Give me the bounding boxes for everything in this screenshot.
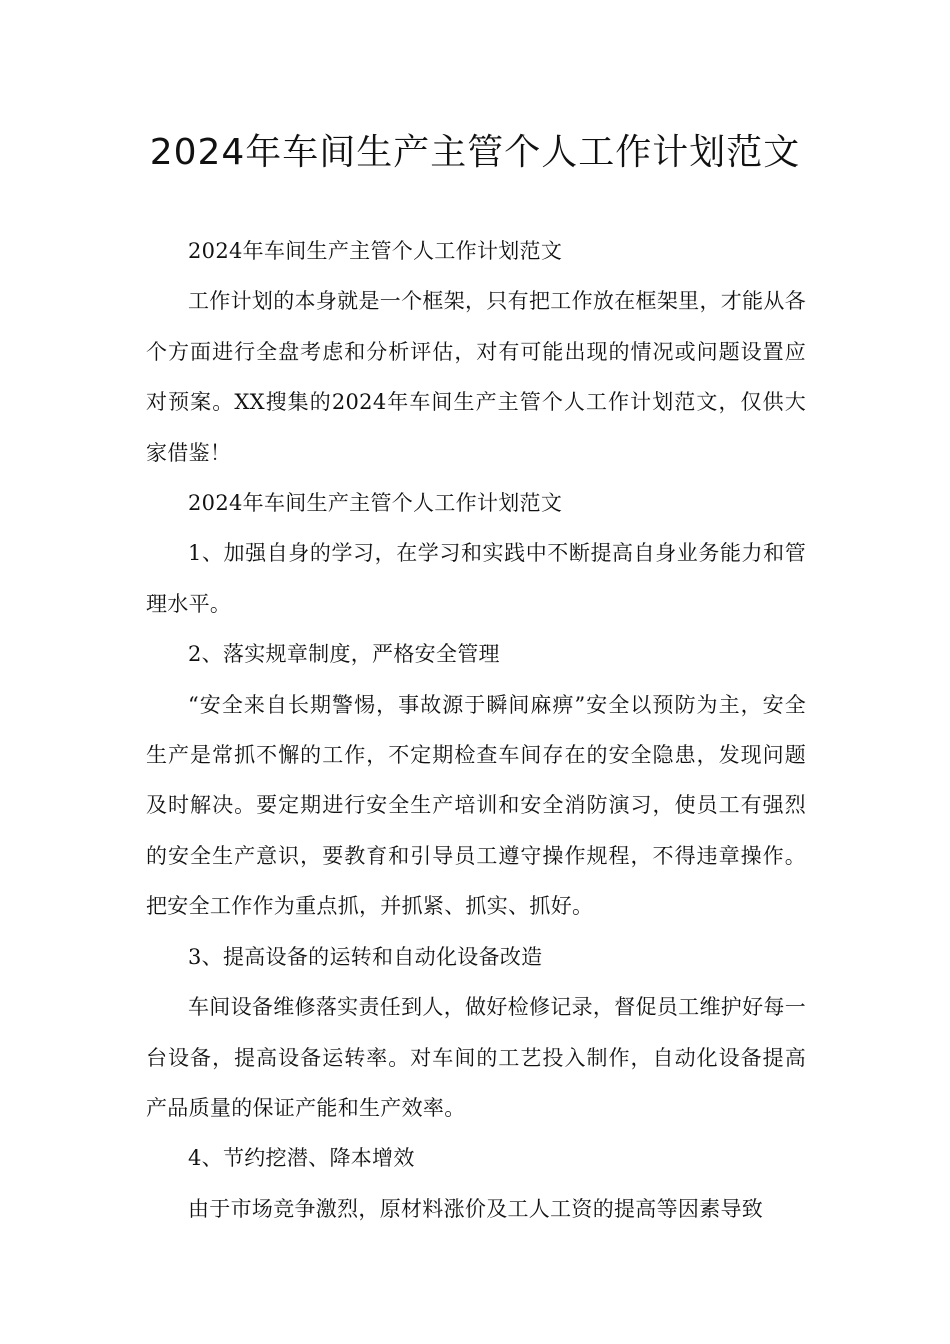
paragraph-intro: 工作计划的本身就是一个框架，只有把工作放在框架里，才能从各个方面进行全盘考虑和分析评估，对有可能出现的情况或问题设置应对预案。XX搜集的2024年车间生产主管个人工作计划范文，仅供大家借鉴！ — [146, 289, 806, 465]
paragraph-heading-4: 4、节约挖潜、降本增效 — [188, 1146, 415, 1171]
document-body — [146, 226, 806, 1234]
paragraph-safety: “安全来自长期警惕，事故源于瞬间麻痹”安全以预防为主，安全生产是常抓不懈的工作，不定期检查车间存在的安全隐患，发现问题及时解决。要定期进行安全生产培训和安全消防演习，使员工有强烈的安全生产意识，要教育和引导员工遵守操作规程，不得违章操作。把安全工作作为重点抓，并抓紧、抓实、抓好。 — [146, 692, 806, 919]
paragraph-heading-2: 2、落实规章制度，严格安全管理 — [188, 642, 500, 667]
paragraph-subtitle: 2024年车间生产主管个人工作计划范文 — [188, 239, 563, 263]
paragraph-subtitle-repeat: 2024年车间生产主管个人工作计划范文 — [188, 491, 563, 516]
paragraph-equipment: 车间设备维修落实责任到人，做好检修记录，督促员工维护好每一台设备，提高设备运转率。对车间的工艺投入制作，自动化设备提高产品质量的保证产能和生产效率。 — [146, 995, 806, 1120]
paragraph-item-1: 1、加强自身的学习，在学习和实践中不断提高自身业务能力和管理水平。 — [146, 541, 806, 616]
paragraph-heading-3: 3、提高设备的运转和自动化设备改造 — [188, 944, 543, 969]
paragraph-cost: 由于市场竞争激烈，原材料涨价及工人工资的提高等因素导致 — [188, 1196, 764, 1221]
document-title: 2024年车间生产主管个人工作计划范文 — [149, 132, 801, 173]
